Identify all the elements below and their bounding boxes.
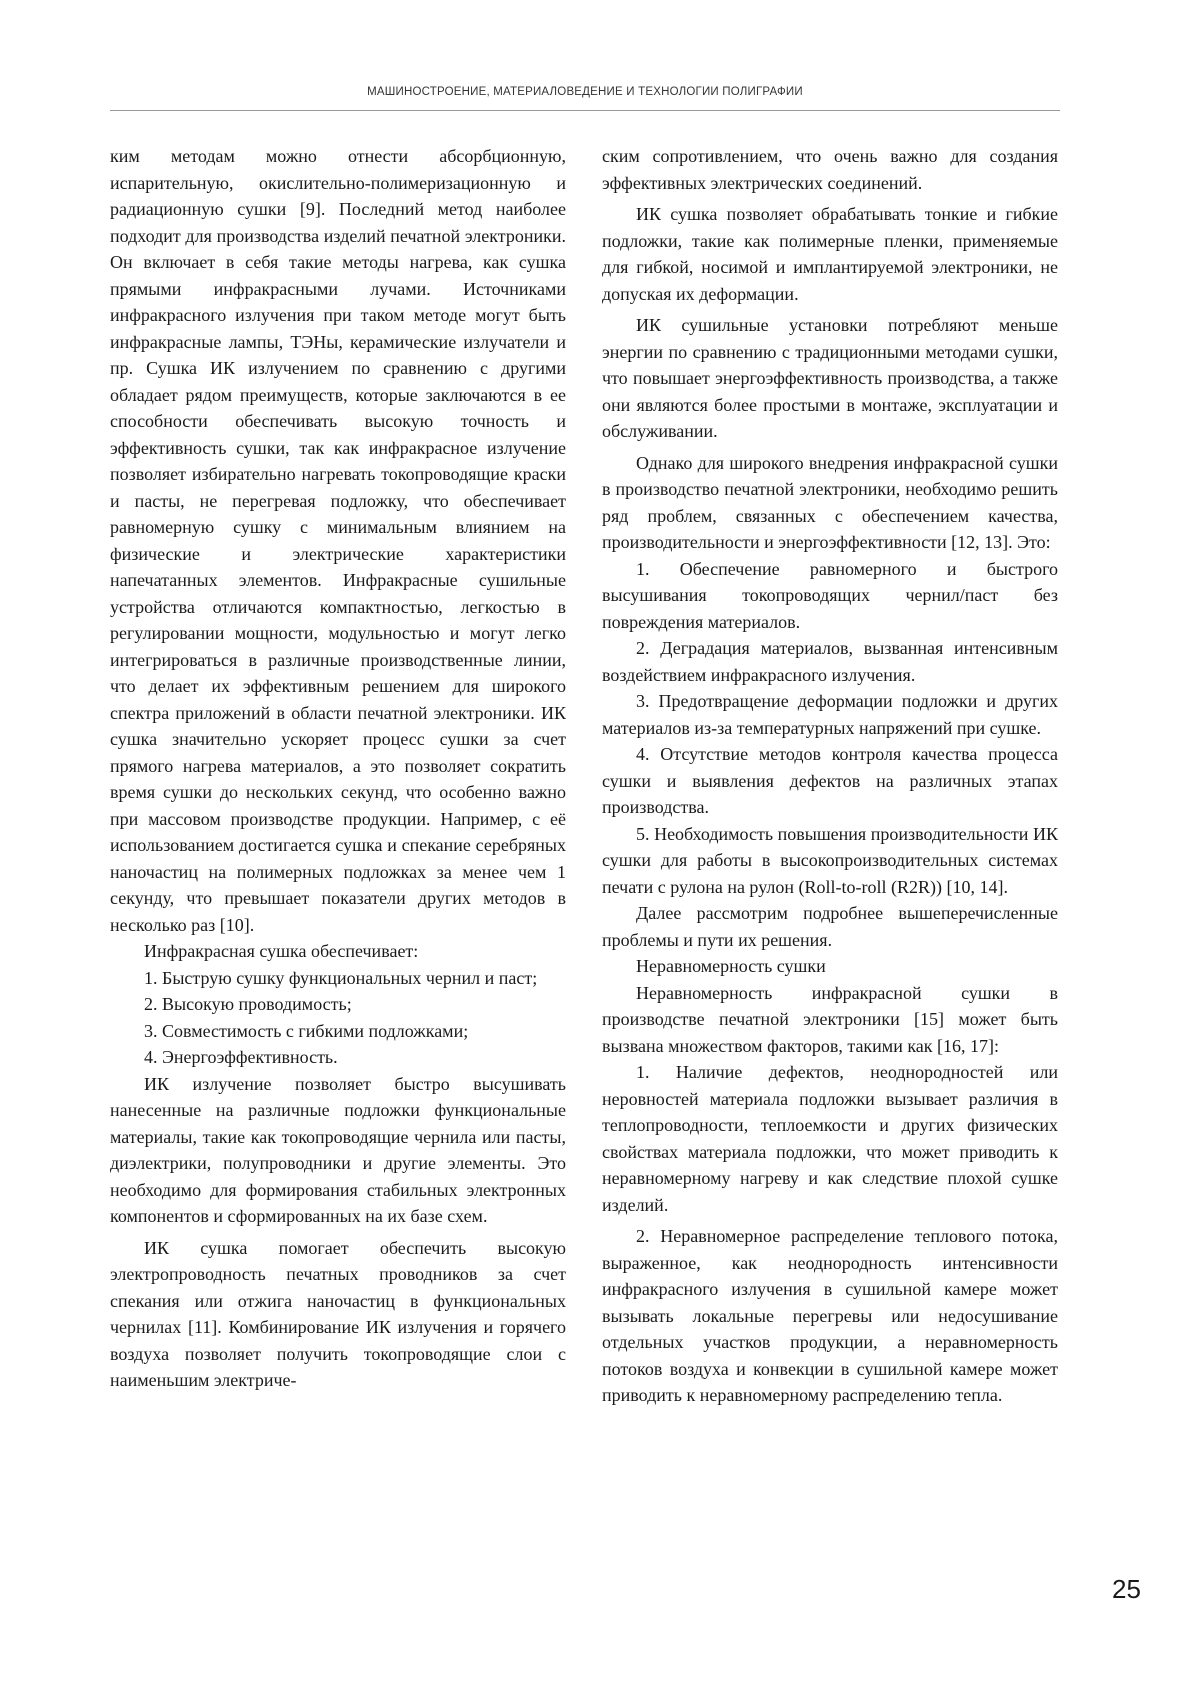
list-item: 4. Отсутствие методов контроля качества процесса сушки и выявления дефектов на различных этапах производства. bbox=[602, 744, 1058, 817]
list-item: 2. Высокую проводимость; bbox=[144, 994, 352, 1014]
list-item: 3. Предотвращение деформации подложки и других материалов из-за температурных напряжений при сушке. bbox=[602, 691, 1058, 738]
list-item: 4. Энергоэффективность. bbox=[144, 1047, 338, 1067]
paragraph: Инфракрасная сушка обеспечивает: bbox=[144, 941, 419, 961]
section-heading: Неравномерность сушки bbox=[636, 956, 826, 976]
list-item: 1. Быструю сушку функциональных чернил и паст; bbox=[144, 967, 538, 988]
left-column bbox=[110, 143, 566, 1394]
paragraph: Неравномерность инфракрасной сушки в производстве печатной электроники [15] может быть вызвана множеством факторов, такими как [16, 17]: bbox=[602, 982, 1058, 1056]
paragraph: ИК сушка помогает обеспечить высокую электропроводность печатных проводников за счет спекания или отжига наночастиц в функциональных чернилах [11]. Комбинирование ИК излучения и горячего воздуха позволяет получить токопроводящие слои с наименьшим электриче- bbox=[110, 1237, 566, 1390]
paragraph: ским сопротивлением, что очень важно для создания эффективных электрических соединений. bbox=[602, 146, 1058, 193]
list-item: 2. Неравномерное распределение теплового потока, выраженное, как неоднородность интенсивности инфракрасного излучения в сушильной камере может вызывать локальные перегревы или недосушивание отдельных участков продукции, а неравномерность потоков воздуха и конвекции в сушильной камере может приводить к неравномерному распределению тепла. bbox=[602, 1226, 1058, 1405]
page-number: 25 bbox=[1112, 1574, 1141, 1604]
list-item: 1. Наличие дефектов, неоднородностей или неровностей материала подложки вызывает различия в теплопроводности, теплоемкости и других физических свойствах материала подложки, что может приводить к неравномерному нагреву и как следствие плохой сушке изделий. bbox=[602, 1062, 1058, 1215]
paragraph: Далее рассмотрим подробнее вышеперечисленные проблемы и пути их решения. bbox=[602, 903, 1058, 950]
header-divider bbox=[110, 110, 1060, 111]
paragraph: Однако для широкого внедрения инфракрасной сушки в производство печатной электроники, необходимо решить ряд проблем, связанных с обеспечением качества, производительности и энергоэффективности [12, 13]. Это: bbox=[602, 452, 1058, 552]
list-item: 5. Необходимость повышения производительности ИК сушки для работы в высокопроизводительных системах печати с рулона на рулон (Roll-to-roll (R2R)) [10, 14]. bbox=[602, 823, 1058, 897]
paragraph: ким методам можно отнести абсорбционную, испарительную, окислительно-полимеризационную и радиационную сушки [9]. Последний метод наиболее подходит для производства изделий печатной электроники. Он включает в себя такие методы нагрева, как сушка прямыми инфракрасными лучами. Источниками инфракрасного излучения при таком методе могут быть инфракрасные лампы, ТЭНы, керамические излучатели и пр. Сушка ИК излучением по сравнению с другими обладает рядом преимуществ, которые заключаются в ее способности обеспечивать высокую точность и эффективность сушки, так как инфракрасное излучение позволяет избирательно нагревать токопроводящие краски и пасты, не перегревая подложку, что обеспечивает равномерную сушку с минимальным влиянием на физические и электрические характеристики напечатанных элементов. Инфракрасные сушильные устройства отличаются компактностью, легкостью в регулировании мощности, модульностью и могут легко интегрироваться в различные производственные линии, что делает их эффективным решением для широкого спектра приложений в области печатной электроники. ИК сушка значительно ускоряет процесс сушки за счет прямого нагрева материалов, а это позволяет сократить время сушки до нескольких секунд, что особенно важно при массовом производстве продукции. Например, с её использованием достигается сушка и спекание серебряных наночастиц на полимерных подложках за менее чем 1 секунду, что превышает показатели других методов в несколько раз [10]. bbox=[110, 146, 566, 935]
list-item: 3. Совместимость с гибкими подложками; bbox=[144, 1020, 469, 1041]
list-item: 1. Обеспечение равномерного и быстрого высушивания токопроводящих чернил/паст без повреждения материалов. bbox=[602, 558, 1058, 632]
right-column bbox=[602, 143, 1058, 1409]
running-header: МАШИНОСТРОЕНИЕ, МАТЕРИАЛОВЕДЕНИЕ И ТЕХНОЛОГИИ ПОЛИГРАФИИ bbox=[367, 86, 803, 98]
paragraph: ИК сушильные установки потребляют меньше энергии по сравнению с традиционными методами сушки, что повышает энергоэффективность производства, а также они являются более простыми в монтаже, эксплуатации и обслуживании. bbox=[602, 315, 1058, 441]
paragraph: ИК сушка позволяет обрабатывать тонкие и гибкие подложки, такие как полимерные пленки, применяемые для гибкой, носимой и имплантируемой электроники, не допуская их деформации. bbox=[602, 204, 1058, 304]
list-item: 2. Деградация материалов, вызванная интенсивным воздействием инфракрасного излучения. bbox=[602, 638, 1058, 685]
paragraph: ИК излучение позволяет быстро высушивать нанесенные на различные подложки функциональные материалы, такие как токопроводящие чернила или пасты, диэлектрики, полупроводники и другие элементы. Это необходимо для формирования стабильных электронных компонентов и сформированных на их базе схем. bbox=[110, 1073, 566, 1226]
